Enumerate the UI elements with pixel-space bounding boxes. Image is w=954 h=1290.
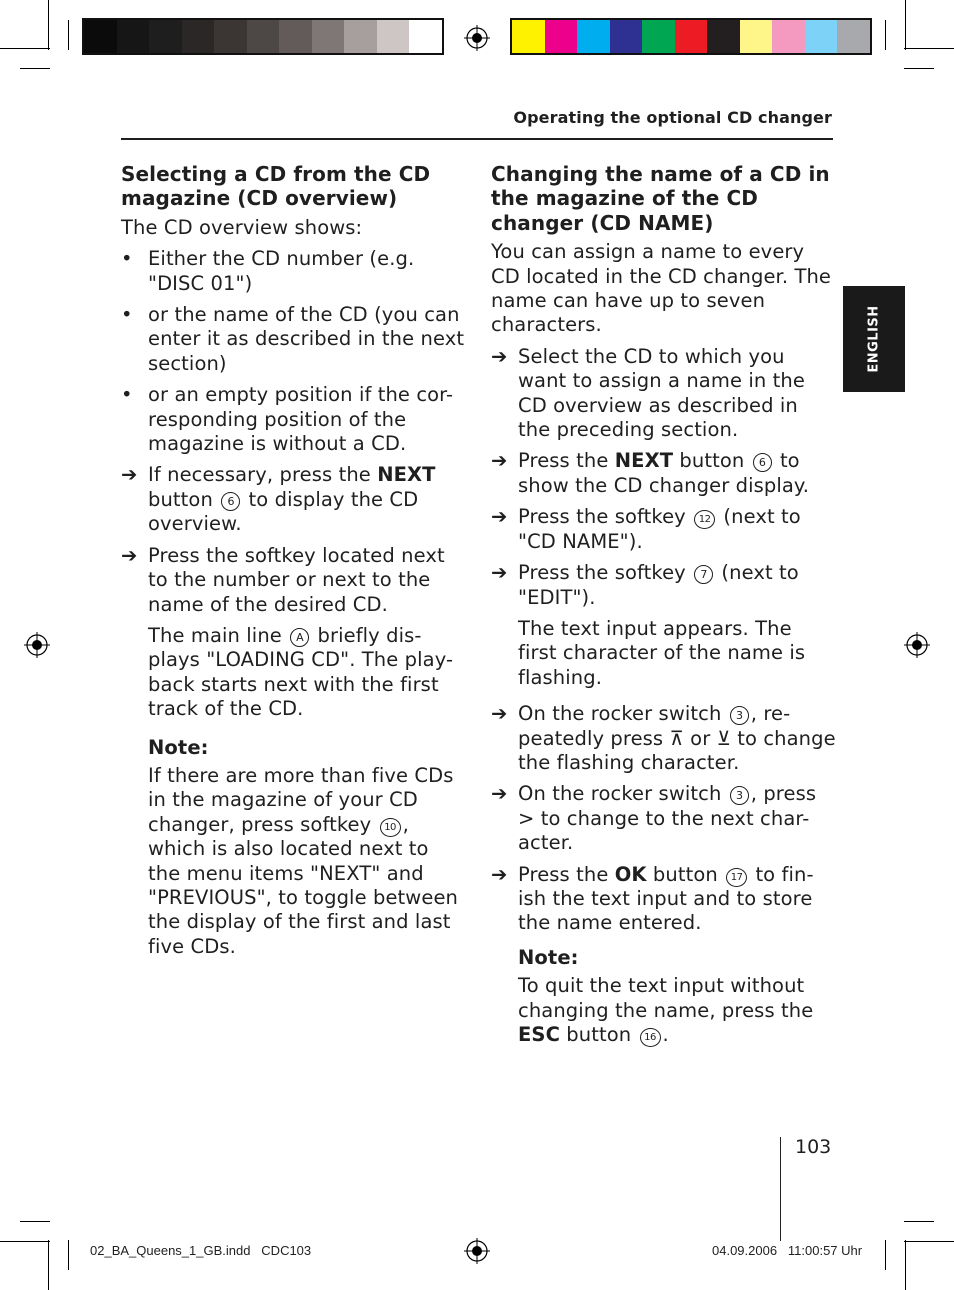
step-item: ➔ Press the NEXT button 6 to show the CD changer display. <box>491 449 810 497</box>
color-swatch <box>312 20 345 53</box>
running-head: Operating the optional CD changer <box>513 108 832 127</box>
color-swatch <box>740 20 773 53</box>
step-item: ➔ If necessary, press the NEXT button 6 to display the CD overview. <box>121 463 436 536</box>
arrow-right-icon: ➔ <box>121 543 138 567</box>
slug-file-info: 02_BA_Queens_1_GB.indd CDC103 <box>90 1243 312 1258</box>
note-text: If there are more than five CDs in the magazine of your CD changer, press softkey 10 , which is also located next to the menu items "NEXT" and "PREVIOUS", to toggle between the display of the first and last five CDs. <box>148 763 458 958</box>
arrow-right-icon: ➔ <box>491 344 508 368</box>
color-swatch <box>577 20 610 53</box>
result-text: The main line A briefly dis-plays "LOADING CD". The play-back starts next with the first track of the CD. <box>148 623 454 721</box>
intro-text: The CD overview shows: <box>121 215 363 239</box>
arrow-right-icon: ➔ <box>491 561 508 585</box>
right-column <box>491 162 836 1054</box>
reference-number: 10 <box>380 818 401 837</box>
color-swatch <box>84 20 117 53</box>
reference-number: 17 <box>726 868 747 887</box>
color-swatch <box>149 20 182 53</box>
registration-mark-icon <box>904 632 930 658</box>
color-swatch <box>182 20 215 53</box>
result-text: The text input appears. The first character of the name is flashing. <box>518 616 806 689</box>
rocker-up-icon: ⊼ <box>669 726 684 750</box>
step-item: ➔ Select the CD to which you want to assign a name in the CD overview as described in the preceding section. <box>491 344 805 442</box>
color-swatch <box>512 20 545 53</box>
arrow-right-icon: ➔ <box>121 463 138 487</box>
color-swatch <box>837 20 870 53</box>
color-swatch <box>279 20 312 53</box>
crop-mark <box>0 1241 50 1242</box>
reference-number: 6 <box>221 492 240 511</box>
note-text: To quit the text input without changing the name, press the ESC button 16 . <box>518 974 814 1046</box>
header-rule <box>121 138 833 140</box>
bullet-icon: • <box>121 303 133 327</box>
section-heading: Changing the name of a CD in the magazine of the CD changer (CD NAME) <box>491 162 830 235</box>
rocker-down-icon: ⊻ <box>716 726 731 750</box>
crop-mark <box>68 20 69 50</box>
step-item: ➔ Press the softkey located next to the number or next to the name of the desired CD. <box>121 543 445 616</box>
grayscale-calibration-bar <box>82 18 444 55</box>
arrow-right-icon: ➔ <box>491 782 508 806</box>
arrow-right-icon: ➔ <box>491 702 508 726</box>
note-label: Note: <box>518 945 579 969</box>
bullet-item: • or an empty position if the cor-responding position of the magazine is without a CD. <box>121 383 454 456</box>
reference-number: 12 <box>694 510 715 529</box>
section-heading: Selecting a CD from the CD magazine (CD overview) <box>121 162 431 211</box>
color-swatch <box>772 20 805 53</box>
color-calibration-bar <box>510 18 872 55</box>
bullet-item: • or the name of the CD (you can enter it as described in the next section) <box>121 303 465 375</box>
color-swatch <box>642 20 675 53</box>
reference-number: 6 <box>753 453 772 472</box>
color-swatch <box>344 20 377 53</box>
arrow-right-icon: ➔ <box>491 505 508 529</box>
crop-mark <box>905 1240 906 1290</box>
crop-mark <box>20 1221 50 1222</box>
left-column <box>121 162 466 966</box>
registration-mark-icon <box>24 632 50 658</box>
crop-mark <box>48 1240 49 1290</box>
step-item: ➔ Press the OK button 17 to fin-ish the text input and to store the name entered. <box>491 862 814 935</box>
intro-text: You can assign a name to every CD located in the CD changer. The name can have up to seven characters. <box>491 240 832 337</box>
step-item: ➔ On the rocker switch 3 , press > to change to the next char-acter. <box>491 782 817 855</box>
color-swatch <box>377 20 410 53</box>
crop-mark <box>904 1241 954 1242</box>
bullet-icon: • <box>121 247 133 271</box>
registration-mark-icon <box>464 1238 490 1264</box>
color-swatch <box>117 20 150 53</box>
step-item: ➔ Press the softkey 12 (next to "CD NAME"). <box>491 505 801 553</box>
reference-number: 16 <box>640 1028 661 1047</box>
bullet-icon: • <box>121 383 133 407</box>
language-tab <box>843 286 905 392</box>
registration-mark-icon <box>464 25 490 51</box>
color-swatch <box>610 20 643 53</box>
crop-mark <box>904 48 954 49</box>
crop-mark <box>20 68 50 69</box>
reference-number: 3 <box>730 706 749 725</box>
slug-date: 04.09.2006 11:00:57 Uhr <box>712 1243 863 1258</box>
step-item: ➔ On the rocker switch 3 , re-peatedly press ⊼ or ⊻ to change the flashing character. <box>491 702 836 774</box>
reference-number: 3 <box>730 786 749 805</box>
crop-mark <box>885 1240 886 1270</box>
reference-letter: A <box>290 628 309 647</box>
color-swatch <box>707 20 740 53</box>
color-swatch <box>409 20 442 53</box>
crop-mark <box>48 0 49 50</box>
crop-mark <box>68 1240 69 1270</box>
crop-mark <box>905 0 906 50</box>
crop-mark <box>885 20 886 50</box>
bullet-item: • Either the CD number (e.g. "DISC 01") <box>121 247 415 295</box>
color-swatch <box>545 20 578 53</box>
reference-number: 7 <box>694 565 713 584</box>
arrow-right-icon: ➔ <box>491 862 508 886</box>
color-swatch <box>247 20 280 53</box>
arrow-right-icon: ➔ <box>491 449 508 473</box>
language-tab-label: ENGLISH <box>866 305 882 373</box>
color-swatch <box>675 20 708 53</box>
note-label: Note: <box>148 735 209 759</box>
color-swatch <box>214 20 247 53</box>
page-number: 103 <box>795 1136 832 1158</box>
page-number-rule <box>780 1137 781 1241</box>
crop-mark <box>904 68 934 69</box>
color-swatch <box>805 20 838 53</box>
crop-mark <box>904 1221 934 1222</box>
step-item: ➔ Press the softkey 7 (next to "EDIT"). <box>491 561 799 609</box>
crop-mark <box>0 48 50 49</box>
